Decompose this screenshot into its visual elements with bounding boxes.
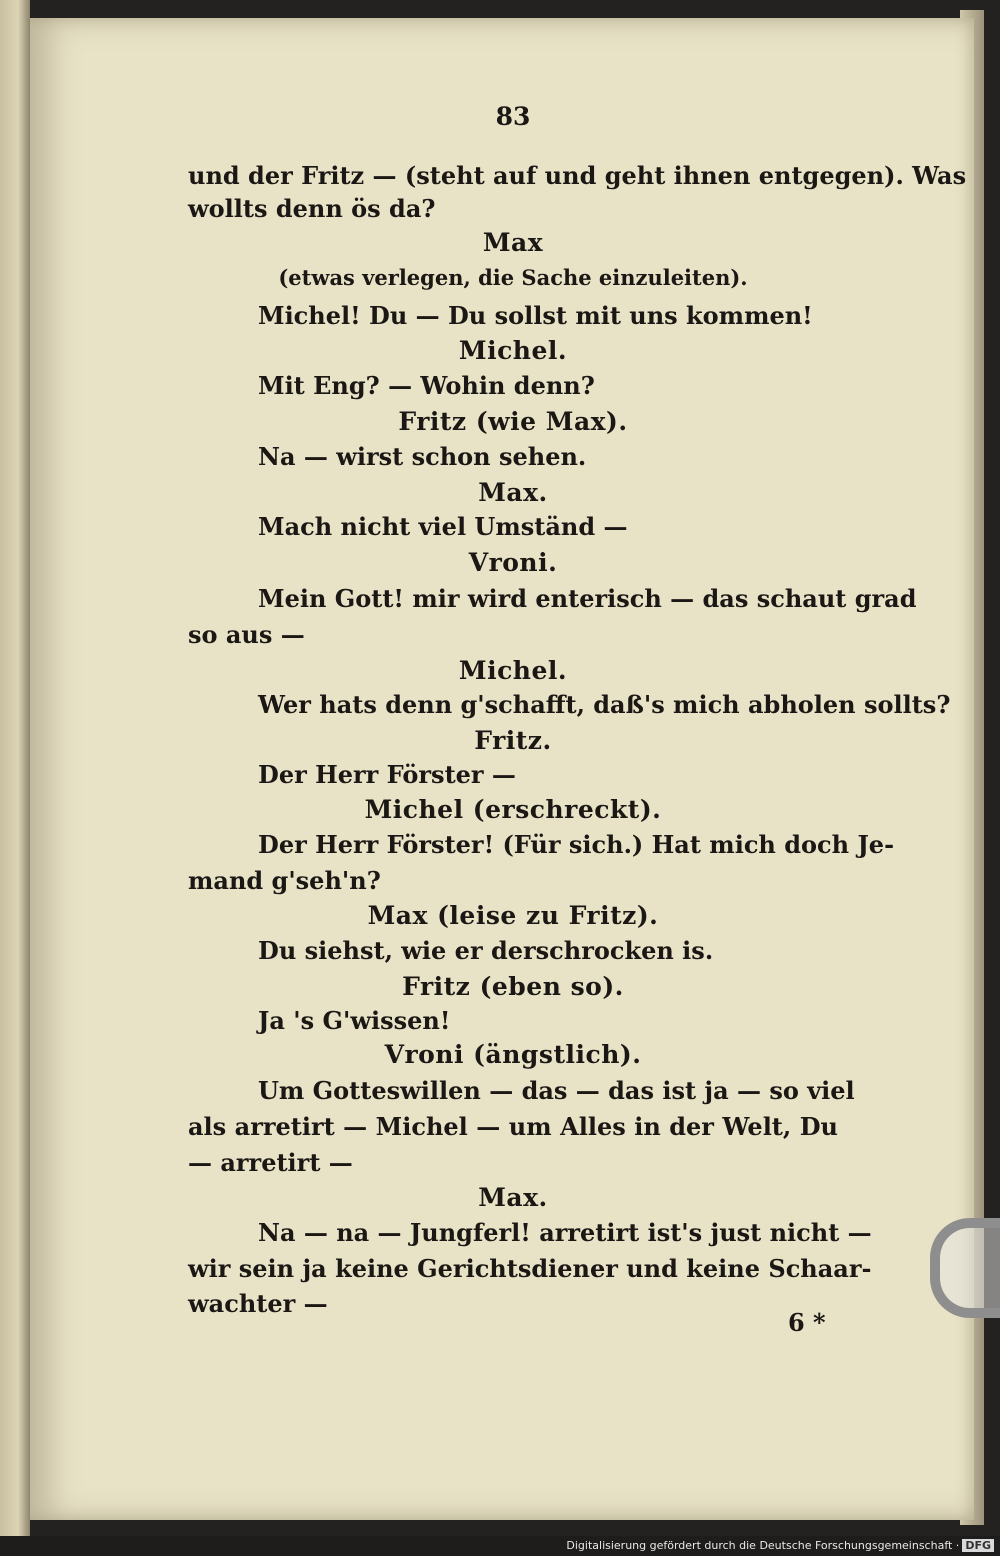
speaker-name: Fritz (eben so). — [402, 972, 624, 1001]
speaker-name: Michel. — [458, 336, 568, 365]
left-page-edge — [0, 0, 30, 1536]
text-line: — arretirt — — [188, 1148, 353, 1177]
footer-credit — [566, 1539, 994, 1552]
text-line: und der Fritz — (steht auf und geht ihnen entgegen). Was — [188, 161, 967, 190]
speaker-name: Max. — [478, 478, 548, 507]
text-line: Na — wirst schon sehen. — [258, 442, 587, 471]
text-line: Ja 's G'wissen! — [258, 1006, 451, 1035]
book-page — [30, 18, 974, 1520]
page-clip — [930, 1218, 1000, 1318]
speaker-name: Vroni. — [468, 548, 558, 577]
page-number: 83 — [495, 102, 531, 131]
footer-text: Digitalisierung gefördert durch die Deutsche Forschungsgemeinschaft · — [566, 1539, 960, 1552]
text-line: Der Herr Förster — — [258, 760, 516, 789]
text-line: Na — na — Jungferl! arretirt ist's just nicht — — [258, 1218, 872, 1247]
text-line: wir sein ja keine Gerichtsdiener und keine Schaar- — [188, 1254, 872, 1283]
text-line: wollts denn ös da? — [188, 194, 436, 223]
speaker-name: Michel (erschreckt). — [364, 795, 662, 824]
speaker-name: Max (leise zu Fritz). — [367, 901, 659, 930]
text-line: Wer hats denn g'schafft, daß's mich abholen sollts? — [258, 690, 951, 719]
text-line: Mit Eng? — Wohin denn? — [258, 371, 595, 400]
dfg-logo: DFG — [962, 1539, 994, 1552]
speaker-name: Vroni (ängstlich). — [384, 1040, 642, 1069]
text-line: Du siehst, wie er derschrocken is. — [258, 936, 714, 965]
text-line: so aus — — [188, 620, 305, 649]
stage-direction: (etwas verlegen, die Sache einzuleiten). — [278, 265, 748, 290]
text-line: Um Gotteswillen — das — das ist ja — so viel — [258, 1076, 855, 1105]
text-line: Der Herr Förster! (Für sich.) Hat mich doch Je- — [258, 830, 895, 859]
speaker-name: Michel. — [458, 656, 568, 685]
speaker-name: Fritz (wie Max). — [398, 407, 628, 436]
speaker-name: Max — [482, 228, 544, 257]
speaker-name: Fritz. — [474, 726, 552, 755]
signature-mark: 6 * — [788, 1308, 826, 1337]
text-line: Mach nicht viel Umständ — — [258, 512, 628, 541]
text-line: Mein Gott! mir wird enterisch — das schaut grad — [258, 584, 917, 613]
text-line: Michel! Du — Du sollst mit uns kommen! — [258, 301, 813, 330]
text-line: wachter — — [188, 1289, 328, 1318]
speaker-name: Max. — [478, 1183, 548, 1212]
text-line: mand g'seh'n? — [188, 866, 381, 895]
text-line: als arretirt — Michel — um Alles in der Welt, Du — [188, 1112, 838, 1141]
